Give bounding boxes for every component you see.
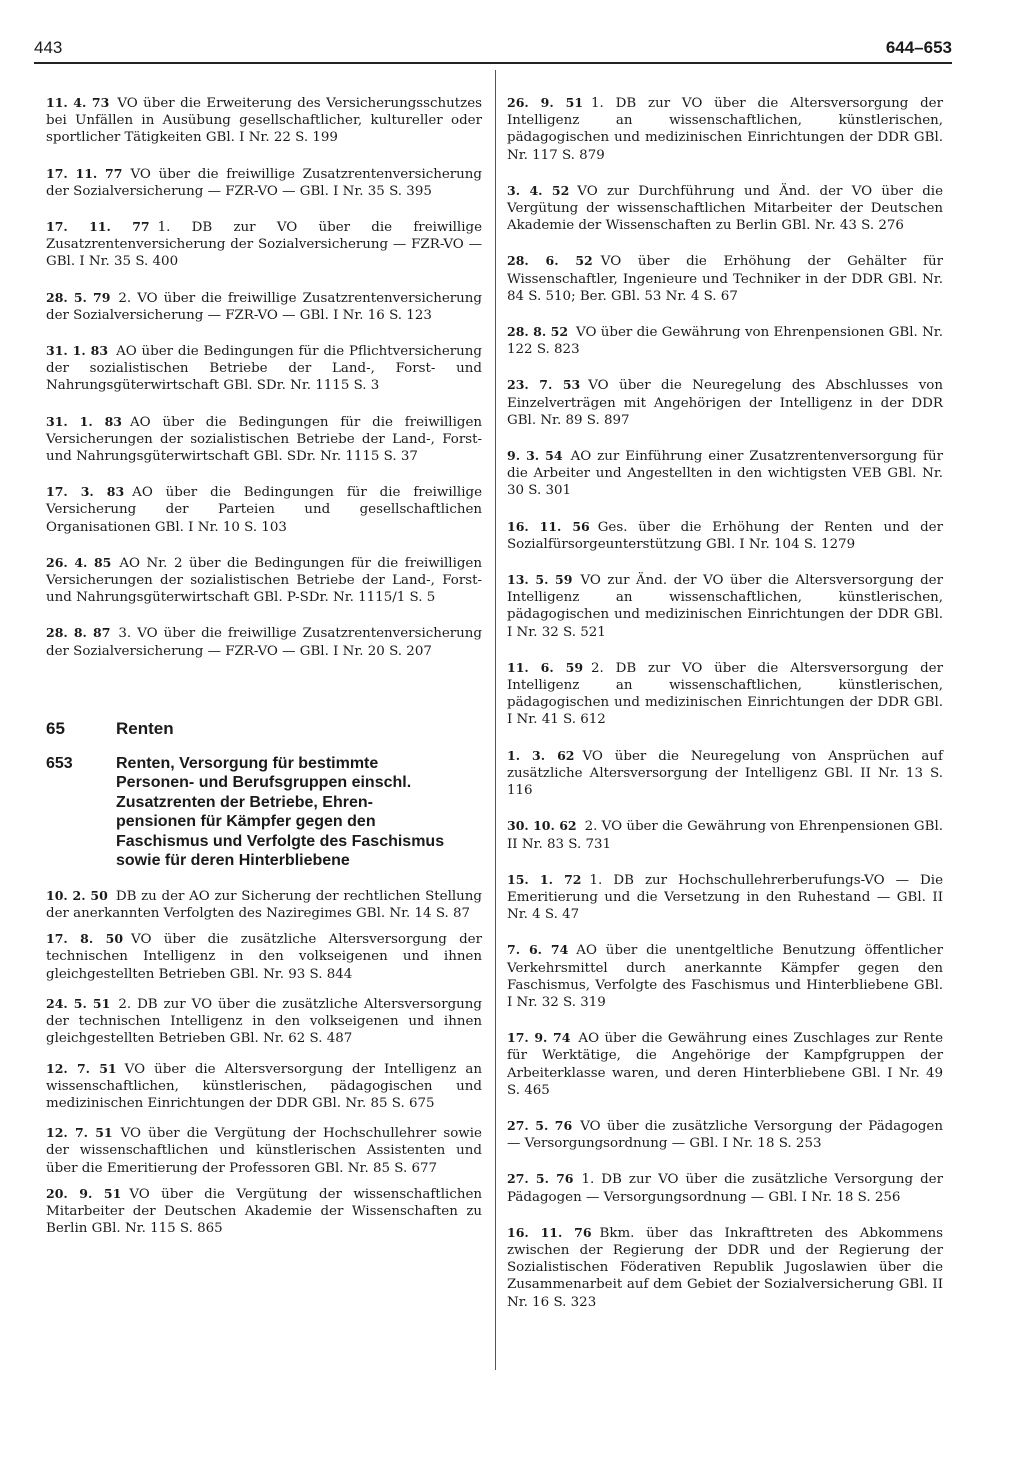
law-entry <box>46 94 482 147</box>
law-entry <box>507 1170 943 1205</box>
entry-text: VO über die Erhöhung der Gehälter für Wissenschaftler, Ingenieure und Techniker in der DDR GBl. Nr. 84 S. 510; Ber. GBl. 53 Nr. 4 S. 67 <box>507 254 943 304</box>
law-entry <box>46 165 482 200</box>
law-entry <box>507 1117 943 1152</box>
law-entry <box>507 252 943 305</box>
entry-date: 12. 7. 51 <box>46 1060 117 1076</box>
entry-date: 31. 1. 83 <box>46 413 122 429</box>
law-entry <box>507 447 943 500</box>
entry-date: 11. 6. 59 <box>507 659 584 675</box>
entry-text: AO über die unentgeltliche Benutzung öffentlicher Verkehrsmittel durch anerkannte Kämpfer gegen den Faschismus, Verfolgte des Faschismus und Hinterbliebene GBl. I Nr. 32 S. 319 <box>507 943 943 1010</box>
entry-text: AO über die Bedingungen für die freiwillige Versicherung der Parteien und gesellschaftlichen Organisationen GBl. I Nr. 10 S. 103 <box>46 485 482 535</box>
entry-text: VO über die Vergütung der Hochschullehrer sowie der wissenschaftlichen und künstlerischen Assistenten und über die Emeritierung der Professoren GBl. Nr. 85 S. 677 <box>46 1126 482 1176</box>
law-entry <box>507 817 943 852</box>
entry-date: 16. 11. 56 <box>507 518 590 534</box>
law-entry <box>507 323 943 358</box>
entry-date: 15. 1. 72 <box>507 871 582 887</box>
law-entry <box>46 887 482 922</box>
entry-text: 1. DB zur VO über die zusätzliche Versorgung der Pädagogen — Versorgungsordnung — GBl. I Nr. 18 S. 256 <box>507 1172 943 1205</box>
entry-text: VO über die Neuregelung des Abschlusses von Einzelverträgen mit Angehörigen der Intelligenz in der DDR GBl. Nr. 89 S. 897 <box>507 378 943 428</box>
section-title-line: Renten, Versorgung für bestimmte <box>116 754 379 772</box>
column-divider <box>495 70 496 1370</box>
entry-text: 2. VO über die Gewährung von Ehrenpensionen GBl. II Nr. 83 S. 731 <box>507 819 944 852</box>
entry-text: VO über die Neuregelung von Ansprüchen auf zusätzliche Altersversorgung der Intelligenz GBl. II Nr. 13 S. 116 <box>507 748 943 799</box>
entry-text: Ges. über die Erhöhung der Renten und der Sozialfürsorgeunterstützung GBl. I Nr. 104 S. 1279 <box>507 519 944 552</box>
entry-date: 16. 11. 76 <box>507 1224 592 1240</box>
law-entry <box>507 571 943 641</box>
entry-text: 3. VO über die freiwillige Zusatzrentenversicherung der Sozialversicherung — FZR-VO — GBl. I Nr. 20 S. 207 <box>46 626 482 659</box>
entry-date: 17. 9. 74 <box>507 1030 571 1046</box>
entry-text: 2. DB zur VO über die Altersversorgung der Intelligenz an wissenschaftlichen, künstlerischen, pädagogischen und medizinischen Einrichtungen der DDR GBl. I Nr. 41 S. 612 <box>507 660 943 728</box>
entry-date: 1. 3. 62 <box>507 747 575 763</box>
entry-text: VO über die freiwillige Zusatzrentenversicherung der Sozialversicherung — FZR-VO — GBl. I Nr. 35 S. 395 <box>46 166 483 199</box>
entry-text: VO über die Altersversorgung der Intelligenz an wissenschaftlichen, künstlerischen, pädagogischen und medizinischen Einrichtungen der DDR GBl. Nr. 85 S. 675 <box>46 1061 482 1111</box>
entry-text: AO zur Einführung einer Zusatzrentenversorgung für die Arbeiter und Angestellten in den wichtigsten VEB GBl. Nr. 30 S. 301 <box>507 449 943 499</box>
entry-text: AO über die Gewährung eines Zuschlages zur Rente für Werktätige, die Angehörige der Kampfgruppen der Arbeiterklasse waren, und deren Hinterbliebene GBl. I Nr. 49 S. 465 <box>507 1031 944 1098</box>
section-title-line: sowie für deren Hinterbliebene <box>116 852 350 870</box>
law-entry <box>46 1185 482 1238</box>
page-range-right: 644–653 <box>885 38 952 57</box>
entry-text: 2. VO über die freiwillige Zusatzrentenversicherung der Sozialversicherung — FZR-VO — GBl. I Nr. 16 S. 123 <box>46 290 482 323</box>
entry-date: 3. 4. 52 <box>507 182 570 198</box>
entry-text: AO über die Bedingungen für die freiwilligen Versicherungen der sozialistischen Betriebe der Land-, Forst- und Nahrungsgüterwirtschaft GBl. SDr. Nr. 1115 S. 37 <box>46 414 482 465</box>
section-number: 65 <box>46 718 65 738</box>
entry-date: 27. 5. 76 <box>507 1171 574 1187</box>
law-entry <box>507 376 943 429</box>
entry-date: 28. 6. 52 <box>507 253 593 269</box>
section-heading-653 <box>46 754 482 871</box>
entry-date: 20. 9. 51 <box>46 1185 122 1201</box>
page-number-left: 443 <box>34 38 63 57</box>
law-entry <box>46 995 482 1048</box>
entry-text: VO über die zusätzliche Versorgung der Pädagogen — Versorgungsordnung — GBl. I Nr. 18 S. 253 <box>507 1118 943 1152</box>
entry-date: 17. 11. 77 <box>46 219 150 235</box>
entry-date: 24. 5. 51 <box>46 995 111 1011</box>
entry-date: 28. 8. 52 <box>507 324 569 340</box>
law-entry <box>46 413 482 466</box>
entry-date: 27. 5. 76 <box>507 1117 573 1133</box>
entry-date: 28. 5. 79 <box>46 289 111 305</box>
law-entry <box>507 659 943 729</box>
entry-date: 23. 7. 53 <box>507 377 581 393</box>
section-title-line: Faschismus und Verfolgte des Faschismus <box>116 832 445 850</box>
entry-date: 12. 7. 51 <box>46 1125 113 1141</box>
header-rule <box>34 62 952 64</box>
entry-date: 11. 4. 73 <box>46 95 110 110</box>
entry-text: Bkm. über das Inkrafttreten des Abkommens zwischen der Regierung der DDR und der Regierung der Sozialistischen Föderativen Republik Jugoslawien über die Zusammenarbeit auf dem Gebiet der Sozialversicherung GBl. II Nr. 16 S. 323 <box>507 1225 943 1310</box>
section-title-line: Zusatzrenten der Betriebe, Ehren- <box>116 793 373 811</box>
law-entry <box>46 930 482 983</box>
law-entry <box>46 624 482 659</box>
entry-date: 10. 2. 50 <box>46 887 108 903</box>
entry-date: 17. 8. 50 <box>46 931 124 947</box>
entry-text: VO über die Gewährung von Ehrenpensionen GBl. Nr. 122 S. 823 <box>507 325 943 358</box>
entry-text: VO über die zusätzliche Altersversorgung der technischen Intelligenz in den volkseigenen und ihnen gleichgestellten Betrieben GBl. Nr. 93 S. 844 <box>46 932 482 982</box>
entry-date: 7. 6. 74 <box>507 942 569 958</box>
law-entry <box>507 182 943 235</box>
entry-text: DB zu der AO zur Sicherung der rechtlichen Stellung der anerkannten Verfolgten des Naziregimes GBl. Nr. 14 S. 87 <box>46 888 482 922</box>
entry-text: VO zur Durchführung und Änd. der VO über die Vergütung der wissenschaftlichen Mitarbeiter der Deutschen Akademie der Wissenschaften zu Berlin GBl. Nr. 43 S. 276 <box>507 183 943 234</box>
law-entry <box>46 554 482 607</box>
section-title-line: pensionen für Kämpfer gegen den <box>116 813 376 831</box>
left-column <box>46 94 482 1237</box>
law-entry <box>507 941 943 1011</box>
law-entry <box>46 342 482 395</box>
law-entry <box>46 218 482 271</box>
entry-date: 30. 10. 62 <box>507 818 577 834</box>
right-column <box>507 94 943 1311</box>
law-entry <box>46 289 482 324</box>
entry-date: 17. 11. 77 <box>46 165 123 181</box>
entry-date: 26. 4. 85 <box>46 554 112 570</box>
law-entry <box>507 1224 943 1311</box>
entry-text: 2. DB zur VO über die zusätzliche Altersversorgung der technischen Intelligenz in den volkseigenen und ihnen gleichgestellten Betrieben GBl. Nr. 62 S. 487 <box>46 996 482 1047</box>
entry-date: 31. 1. 83 <box>46 343 109 359</box>
entry-date: 17. 3. 83 <box>46 484 125 500</box>
law-entry <box>507 518 943 553</box>
entry-date: 13. 5. 59 <box>507 572 573 588</box>
law-entry <box>507 1029 943 1099</box>
entry-text: VO über die Vergütung der wissenschaftlichen Mitarbeiter der Deutschen Akademie der Wissenschaften zu Berlin GBl. Nr. 115 S. 865 <box>46 1186 482 1237</box>
law-entry <box>507 871 943 924</box>
section-number: 653 <box>46 754 73 772</box>
entry-date: 9. 3. 54 <box>507 448 563 464</box>
section-title: Renten <box>116 718 174 738</box>
section-heading-65 <box>46 718 482 740</box>
entry-text: 1. DB zur VO über die freiwillige Zusatzrentenversicherung der Sozialversicherung — FZR-VO — GBl. I Nr. 35 S. 400 <box>46 220 482 270</box>
section-title <box>116 754 444 871</box>
entry-text: 1. DB zur Hochschullehrerberufungs-VO — Die Emeritierung und die Versetzung in den Ruhestand — GBl. II Nr. 4 S. 47 <box>507 872 943 923</box>
law-entry <box>46 1060 482 1113</box>
law-entry <box>46 483 482 536</box>
entry-text: VO zur Änd. der VO über die Altersversorgung der Intelligenz an wissenschaftlichen, künstlerischen, pädagogischen und medizinischen Einrichtungen der DDR GBl. I Nr. 32 S. 521 <box>507 573 943 640</box>
law-entry <box>46 1124 482 1177</box>
entry-date: 28. 8. 87 <box>46 625 111 641</box>
section-title-line: Personen- und Berufsgruppen einschl. <box>116 774 412 792</box>
entry-text: AO über die Bedingungen für die Pflichtversicherung der sozialistischen Betriebe der Land-, Forst- und Nahrungsgüterwirtschaft GBl. SDr. Nr. 1115 S. 3 <box>46 344 482 394</box>
law-entry <box>507 94 943 164</box>
entry-text: AO Nr. 2 über die Bedingungen für die freiwilligen Versicherungen der sozialistischen Betriebe der Land-, Forst- und Nahrungsgüterwirtschaft GBl. P-SDr. Nr. 1115/1 S. 5 <box>46 555 482 606</box>
entry-date: 26. 9. 51 <box>507 95 584 110</box>
entry-text: VO über die Erweiterung des Versicherungsschutzes bei Unfällen in Ausübung gesellschaftlicher, kultureller oder sportlicher Tätigkeiten GBl. I Nr. 22 S. 199 <box>46 96 482 146</box>
law-entry <box>507 747 943 800</box>
entry-text: 1. DB zur VO über die Altersversorgung der Intelligenz an wissenschaftlichen, künstlerischen, pädagogischen und medizinischen Einrichtungen der DDR GBl. Nr. 117 S. 879 <box>507 96 943 163</box>
